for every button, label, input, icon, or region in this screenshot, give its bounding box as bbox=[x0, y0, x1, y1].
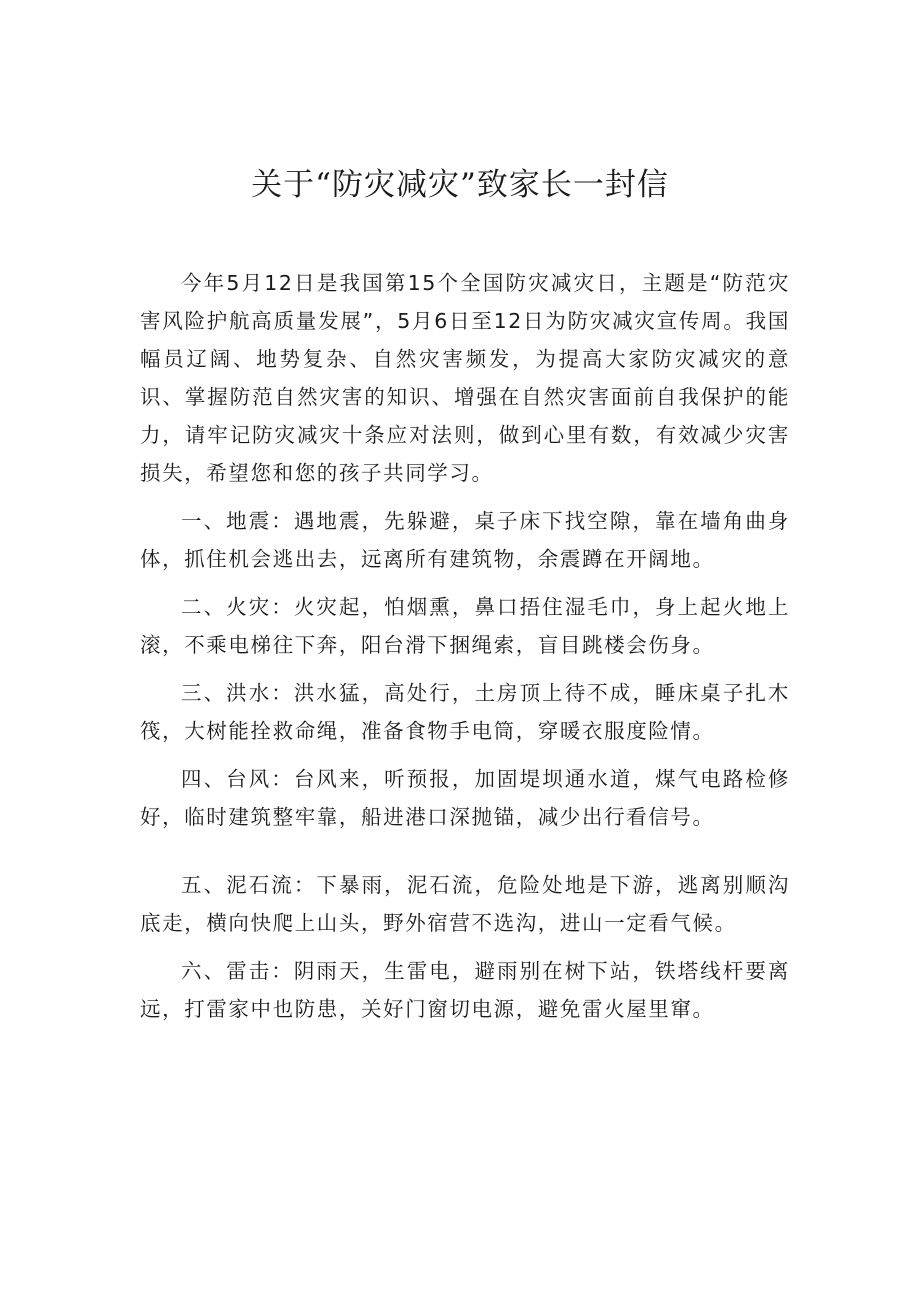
intro-paragraph: 今年5月12日是我国第15个全国防灾减灾日，主题是“防范灾害风险护航高质量发展”，5月6日至12日为防灾减灾宣传周。我国幅员辽阔、地势复杂、自然灾害频发，为提高大家防灾减灾的意识、掌握防范自然灾害的知识、增强在自然灾害面前自我保护的能力，请牢记防灾减灾十条应对法则，做到心里有数，有效减少灾害损失，希望您和您的孩子共同学习。 bbox=[140, 271, 790, 485]
typhoon-paragraph: 四、台风：台风来，听预报，加固堤坝通水道，煤气电路检修好，临时建筑整牢靠，船进港口深抛锚，减少出行看信号。 bbox=[140, 767, 790, 829]
mudslide-paragraph: 五、泥石流：下暴雨，泥石流，危险处地是下游，逃离别顺沟底走，横向快爬上山头，野外宿营不选沟，进山一定看气候。 bbox=[140, 873, 790, 935]
earthquake-paragraph: 一、地震：遇地震，先躲避，桌子床下找空隙，靠在墙角曲身体，抓住机会逃出去，远离所有建筑物，余震蹲在开阔地。 bbox=[140, 509, 790, 571]
flood-paragraph: 三、洪水：洪水猛，高处行，土房顶上待不成，睡床桌子扎木筏，大树能拴救命绳，准备食物手电筒，穿暖衣服度险情。 bbox=[140, 681, 790, 743]
document-body bbox=[140, 264, 790, 1038]
document-title: 关于“防灾减灾”致家长一封信 bbox=[251, 167, 669, 203]
lightning-paragraph: 六、雷击：阴雨天，生雷电，避雨别在树下站，铁塔线杆要离远，打雷家中也防患，关好门窗切电源，避免雷火屋里窜。 bbox=[140, 959, 790, 1021]
fire-paragraph: 二、火灾：火灾起，怕烟熏，鼻口捂住湿毛巾，身上起火地上滚，不乘电梯往下奔，阳台滑下捆绳索，盲目跳楼会伤身。 bbox=[140, 595, 790, 657]
